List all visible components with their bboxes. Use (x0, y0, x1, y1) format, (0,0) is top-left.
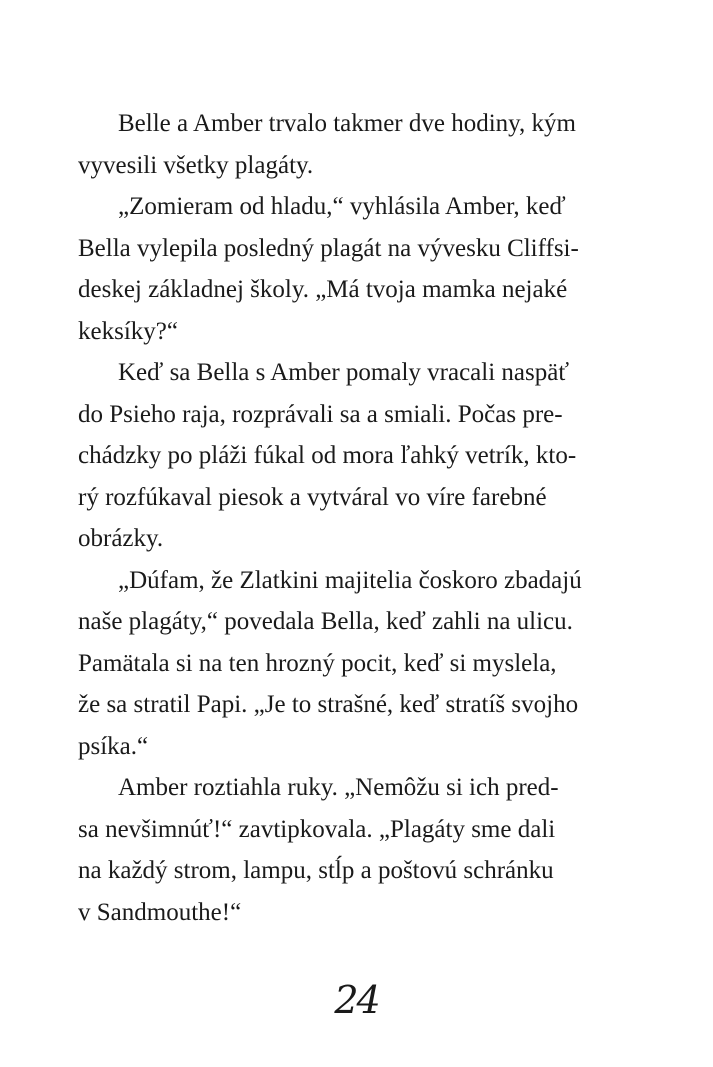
paragraph-line: sa nevšimnúť!“ zavtipkovala. „Plagáty sme dali (78, 815, 556, 843)
paragraph-line: na každý strom, lampu, stĺp a poštovú schránku (78, 857, 554, 884)
paragraph-line: Bella vylepila posledný plagát na vývesku Cliffsi- (78, 234, 579, 262)
paragraph-line: do Psieho raja, rozprávali sa a smiali. Počas pre- (78, 400, 563, 428)
paragraph-line: Keď sa Bella s Amber pomaly vracali naspäť (118, 359, 570, 386)
paragraph-line: Amber roztiahla ruky. „Nemôžu si ich pred- (118, 774, 559, 801)
paragraph-line: vyvesili všetky plagáty. (78, 151, 314, 179)
paragraph-line: obrázky. (78, 525, 164, 552)
paragraph-line: naše plagáty,“ povedala Bella, keď zahli na ulicu. (78, 608, 573, 635)
paragraph-line: Pamätala si na ten hrozný pocit, keď si myslela, (78, 649, 557, 677)
paragraph-line: Belle a Amber trvalo takmer dve hodiny, kým (118, 110, 576, 137)
paragraph-line: deskej základnej školy. „Má tvoja mamka nejaké (78, 276, 568, 303)
paragraph-line: „Dúfam, že Zlatkini majitelia čoskoro zbadajú (118, 566, 582, 594)
body-text (78, 103, 638, 933)
paragraph-line: psíka.“ (78, 732, 149, 760)
paragraph-line: rý rozfúkaval piesok a vytváral vo víre farebné (78, 483, 547, 511)
paragraph-line: že sa stratil Papi. „Je to strašné, keď stratíš svojho (78, 691, 579, 718)
paragraph-line: keksíky?“ (78, 317, 178, 345)
paragraph-line: „Zomieram od hladu,“ vyhlásila Amber, keď (118, 193, 566, 220)
paragraph-line: chádzky po pláži fúkal od mora ľahký vetrík, kto- (78, 442, 577, 469)
page-number: 24 (334, 978, 379, 1022)
paragraph-line: v Sandmouthe!“ (78, 898, 242, 926)
